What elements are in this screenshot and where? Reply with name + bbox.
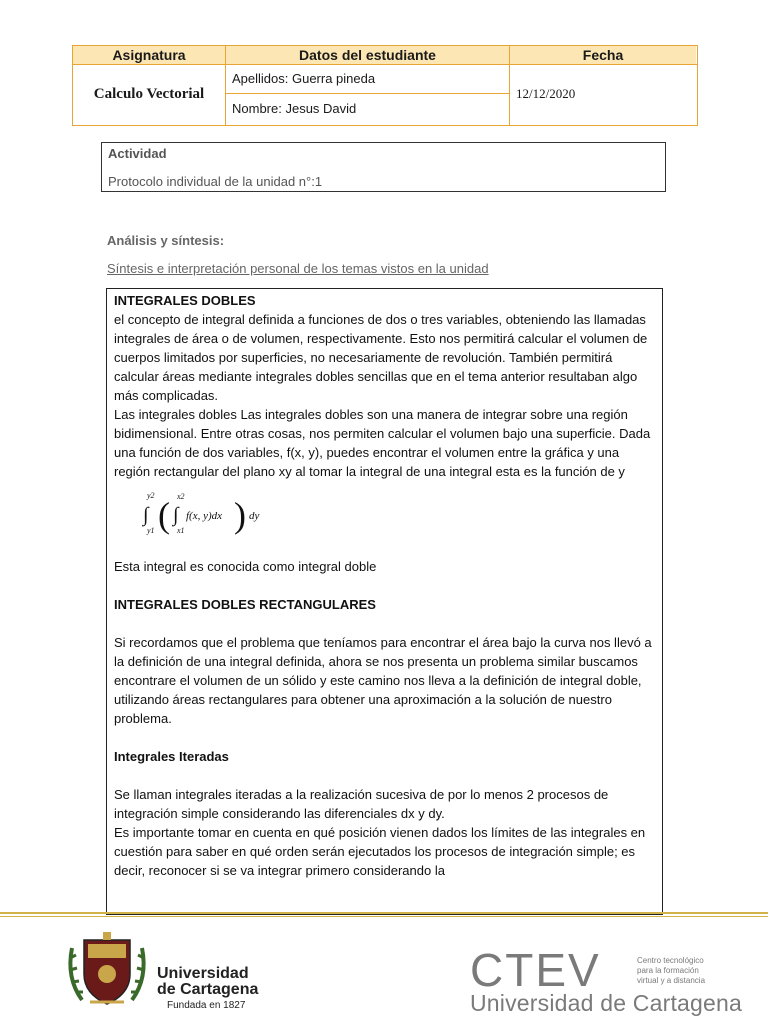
student-surname: Apellidos: Guerra pineda bbox=[232, 71, 376, 86]
ctev-subtitle: Universidad de Cartagena bbox=[470, 990, 743, 1016]
right-paren: ) bbox=[234, 495, 246, 535]
ctev-logo bbox=[470, 948, 635, 990]
inner-integral-sign: ∫ bbox=[173, 504, 179, 526]
header-table bbox=[72, 45, 698, 126]
double-integral-formula bbox=[114, 481, 655, 557]
outer-integral-sign: ∫ bbox=[143, 504, 149, 526]
header-student-title: Datos del estudiante bbox=[226, 46, 509, 64]
paragraph-intro: el concepto de integral definida a funciones de dos o tres variables, obteniendo las llamadas integrales de área o de volumen, respectivamente. Esto nos permitirá calcular el volumen de cuerpos limitados por superficies, no necesariamente de revolución. También permitirá calcular áreas mediante integrales dobles sencillas que en el tema anterior resultaban algo más complicadas. bbox=[114, 312, 648, 403]
activity-box bbox=[101, 142, 666, 192]
inner-lower-limit: x1 bbox=[177, 526, 185, 535]
paragraph-limits: Es importante tomar en cuenta en qué posición vienen dados los límites de las integrales en cuestión para saber en qué orden serán ejecutados los procesos de integración simple; es decir, reconocer si se va integrar primero considerando la bbox=[114, 825, 646, 878]
outer-upper-limit: y2 bbox=[147, 491, 155, 500]
paragraph-iteradas: Se llaman integrales iteradas a la realización sucesiva de por lo menos 2 procesos de integración simple considerando las diferenciales dx y dy. bbox=[114, 787, 609, 821]
date-value: 12/12/2020 bbox=[516, 86, 576, 101]
outer-differential: dy bbox=[249, 510, 260, 522]
left-paren: ( bbox=[158, 495, 170, 535]
footer-rule-thin bbox=[0, 916, 768, 917]
ctev-tagline bbox=[637, 956, 705, 986]
ctev-tagline-2: para la formación bbox=[637, 966, 699, 975]
activity-label: Actividad bbox=[108, 146, 167, 161]
ctev-tagline-1: Centro tecnológico bbox=[637, 956, 704, 965]
subject-value: Calculo Vectorial bbox=[93, 85, 205, 102]
content-box bbox=[106, 288, 663, 915]
heading-integrales-dobles: INTEGRALES DOBLES bbox=[114, 293, 256, 308]
inner-upper-limit: x2 bbox=[177, 492, 185, 501]
integrand: f(x, y)dx bbox=[186, 510, 223, 522]
university-crest-logo bbox=[62, 928, 152, 1012]
ctev-tagline-3: virtual y a distancia bbox=[637, 976, 706, 985]
footer-rule bbox=[0, 912, 768, 914]
paragraph-definition: Las integrales dobles Las integrales dobles son una manera de integrar sobre una región bidimensional. Entre otras cosas, nos permiten calcular el volumen bajo una superficie. Dada una función de dos variables, f(x, y), puedes encontrar el volumen entre la gráfica y una región rectangular del plano xy al tomar la integral de una integral esta es la función de y bbox=[114, 407, 651, 479]
student-name: Nombre: Jesus David bbox=[232, 101, 357, 116]
header-date-title: Fecha bbox=[510, 46, 696, 64]
heading-rectangulares: INTEGRALES DOBLES RECTANGULARES bbox=[114, 597, 376, 612]
paragraph-double-integral: Esta integral es conocida como integral doble bbox=[114, 559, 377, 574]
university-founded: Fundada en 1827 bbox=[167, 1000, 246, 1011]
university-name-line1: Universidad bbox=[157, 965, 249, 982]
analysis-label: Análisis y síntesis: bbox=[107, 233, 225, 248]
heading-iteradas: Integrales Iteradas bbox=[114, 749, 229, 764]
outer-lower-limit: y1 bbox=[147, 526, 155, 535]
university-name-line2: de Cartagena bbox=[157, 981, 259, 998]
university-name bbox=[157, 966, 258, 998]
activity-title: Protocolo individual de la unidad n°:1 bbox=[108, 174, 323, 189]
ctev-logo-text: CTEV bbox=[470, 948, 601, 990]
header-subject-title: Asignatura bbox=[73, 46, 225, 64]
synthesis-label: Síntesis e interpretación personal de los temas vistos en la unidad bbox=[107, 261, 489, 276]
formula-graphic bbox=[134, 489, 294, 549]
paragraph-rectangulares: Si recordamos que el problema que teníamos para encontrar el área bajo la curva nos llevó a la definición de una integral definida, ahora se nos presenta un problema similar buscamos encontrare el volumen de un sólido y este camino nos lleva a la definición de integral doble, utilizando áreas rectangulares para obtener una aproximación a la solución de nuestro problema. bbox=[114, 635, 652, 726]
